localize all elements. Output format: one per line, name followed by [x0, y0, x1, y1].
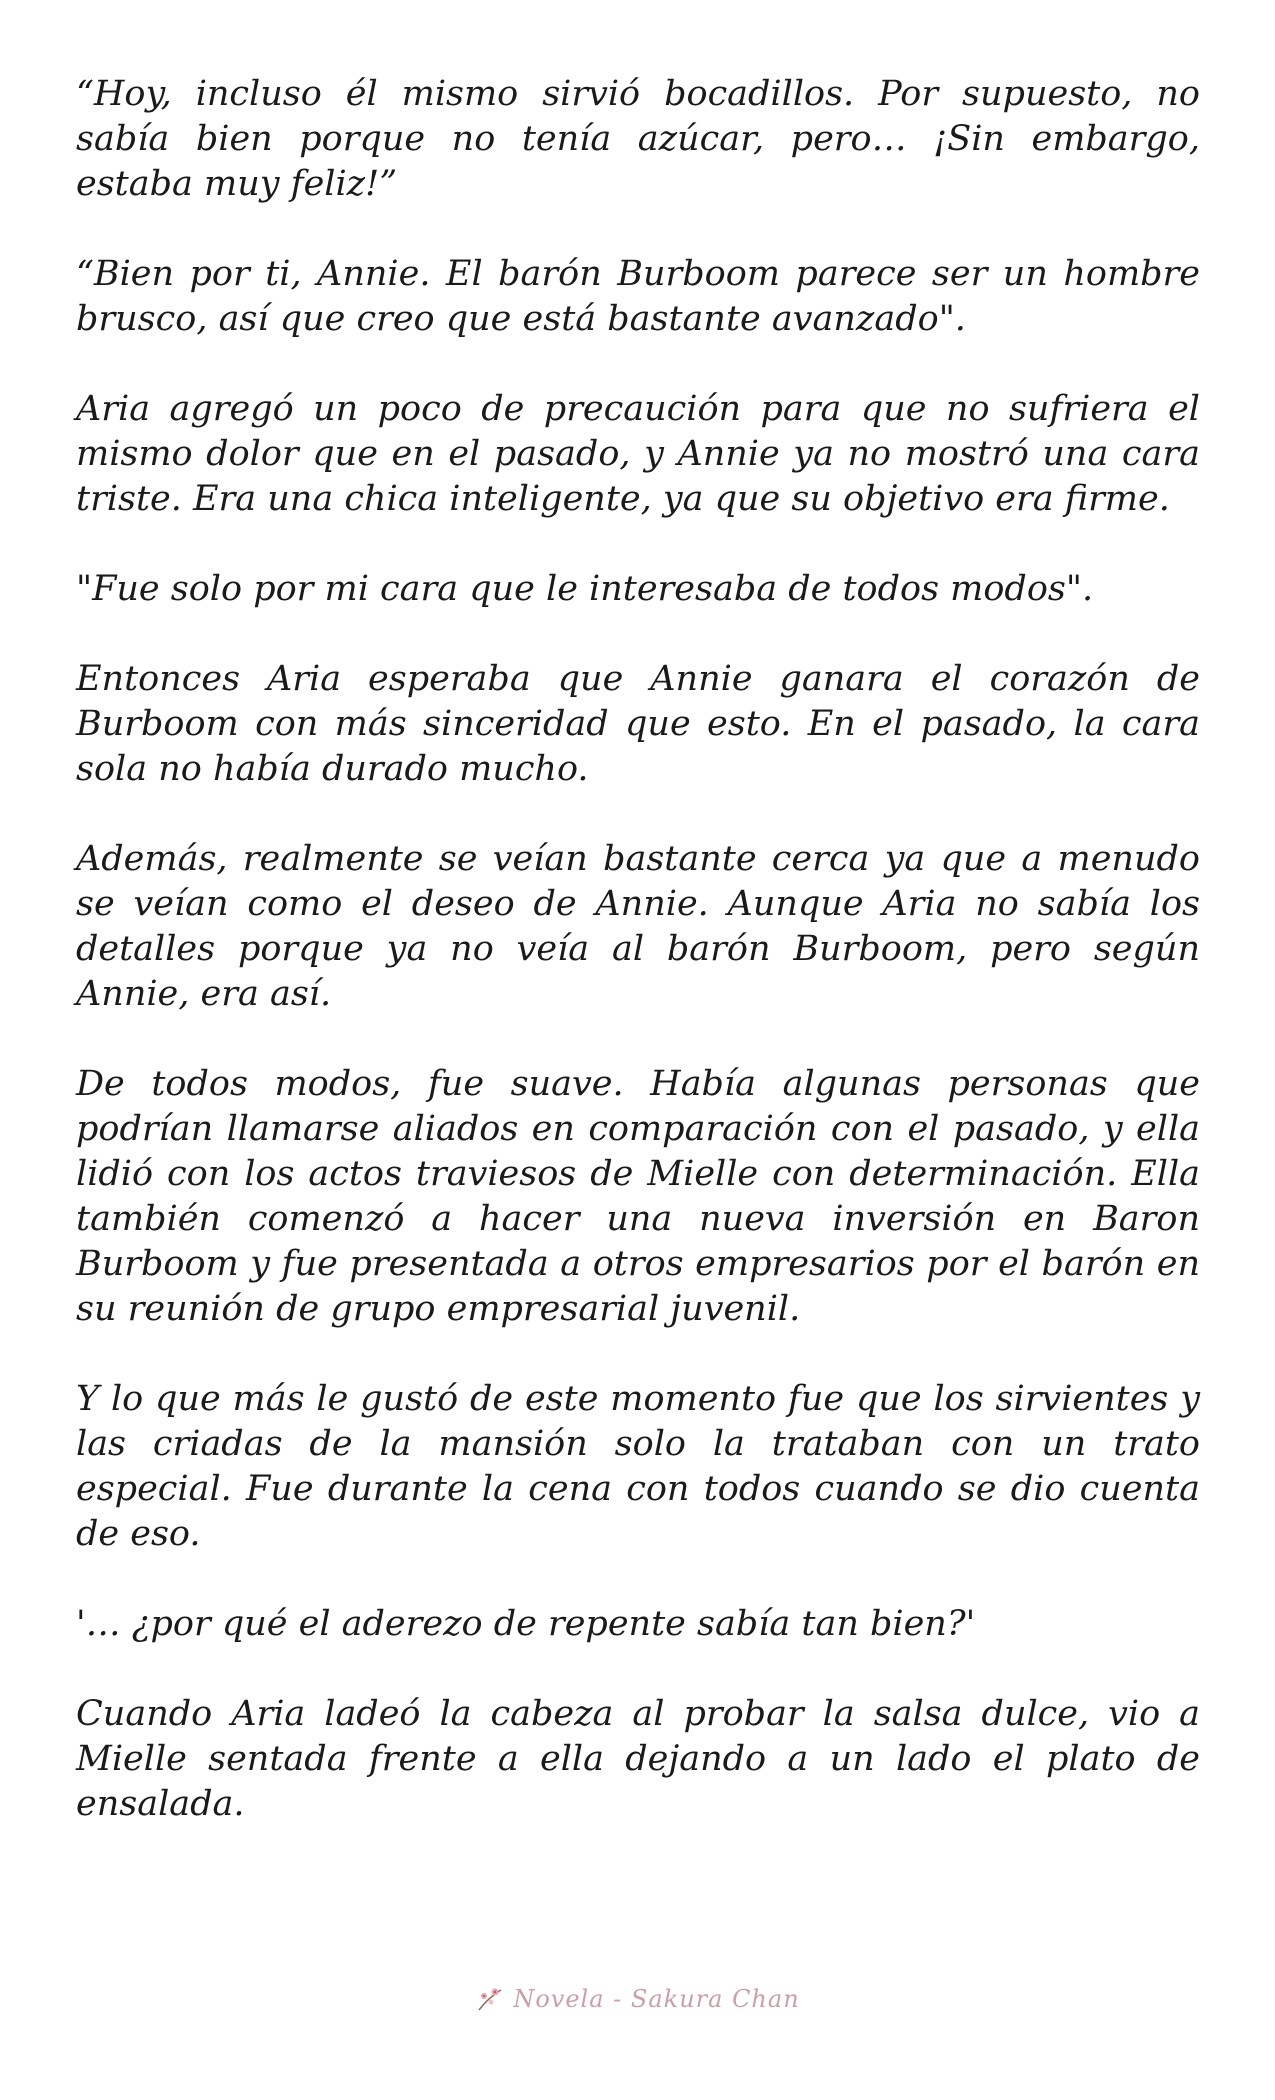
- paragraph: “Hoy, incluso él mismo sirvió bocadillos. Por supuesto, no sabía bien porque no tenía azúcar, pero… ¡Sin embargo, estaba muy feliz!”: [76, 74, 1200, 204]
- sakura-blossom-icon: [475, 1984, 505, 2014]
- paragraph: '… ¿por qué el aderezo de repente sabía tan bien?': [76, 1604, 976, 1644]
- paragraph: Aria agregó un poco de precaución para que no sufriera el mismo dolor que en el pasado, y Annie ya no mostró una cara triste. Era una chica inteligente, ya que su objetivo era firme.: [76, 389, 1200, 519]
- footer-text: Novela - Sakura Chan: [513, 1985, 800, 2013]
- footer-watermark: [0, 1984, 1275, 2014]
- paragraph: "Fue solo por mi cara que le interesaba de todos modos".: [76, 569, 1094, 609]
- paragraph: De todos modos, fue suave. Había algunas personas que podrían llamarse aliados en comparación con el pasado, y ella lidió con los actos traviesos de Mielle con determinación. Ella también comenzó a hacer una nueva inversión en Baron Burboom y fue presentada a otros empresarios por el barón en su reunión de grupo empresarial juvenil.: [76, 1064, 1200, 1329]
- paragraph: “Bien por ti, Annie. El barón Burboom parece ser un hombre brusco, así que creo que está bastante avanzado".: [76, 254, 1200, 339]
- paragraph: Además, realmente se veían bastante cerca ya que a menudo se veían como el deseo de Annie. Aunque Aria no sabía los detalles porque ya no veía al barón Burboom, pero según Annie, era así.: [76, 839, 1200, 1014]
- paragraph: Cuando Aria ladeó la cabeza al probar la salsa dulce, vio a Mielle sentada frente a ella dejando a un lado el plato de ensalada.: [76, 1694, 1200, 1824]
- document-body: [76, 72, 1200, 1872]
- paragraph: Y lo que más le gustó de este momento fue que los sirvientes y las criadas de la mansión solo la trataban con un trato especial. Fue durante la cena con todos cuando se dio cuenta de eso.: [76, 1379, 1200, 1554]
- paragraph: Entonces Aria esperaba que Annie ganara el corazón de Burboom con más sinceridad que esto. En el pasado, la cara sola no había durado mucho.: [76, 659, 1200, 789]
